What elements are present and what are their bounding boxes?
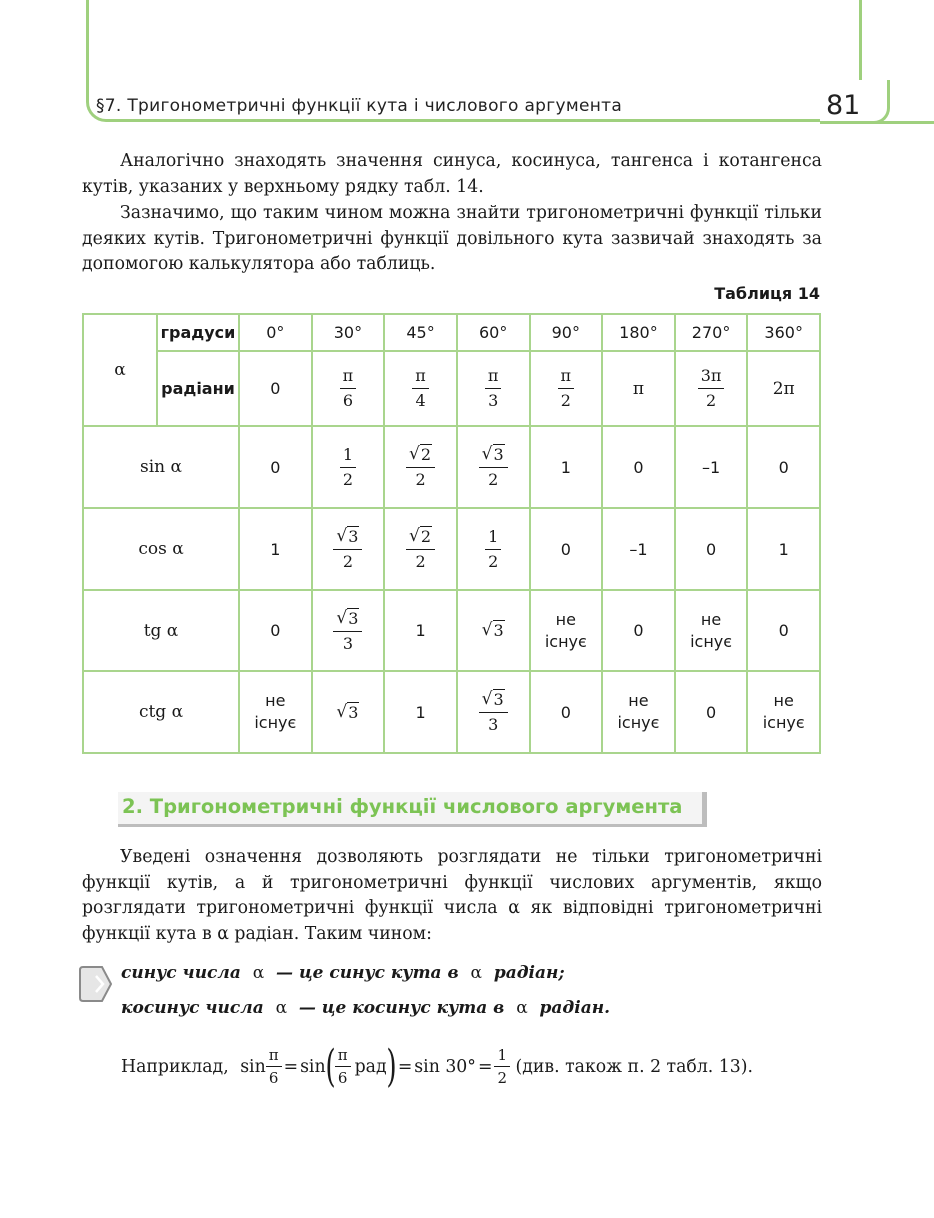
degree-cell: 360°: [747, 314, 820, 351]
fraction: √ 3 2: [479, 444, 508, 490]
page-edge-line: [862, 121, 934, 124]
value-cell: [312, 671, 385, 753]
sqrt: √ 3: [336, 701, 359, 722]
fraction: $\frac{\pi}{6}$: [340, 366, 357, 411]
degree-cell: 0°: [239, 314, 312, 351]
value-cell: не існує: [530, 590, 603, 671]
value-cell: 0: [530, 508, 603, 590]
value-cell: [384, 508, 457, 590]
fraction: $\frac{\pi}{4}$: [412, 366, 429, 411]
sqrt: √ 3: [336, 526, 359, 546]
fraction: √ 3 3: [333, 608, 362, 654]
value-cell: 0: [602, 426, 675, 508]
value-cell: 0: [747, 590, 820, 671]
sqrt: √ 3: [336, 607, 359, 628]
value-cell: не існує: [747, 671, 820, 753]
fraction: $\frac{1}{2}$: [340, 445, 356, 490]
value-cell: 0: [239, 590, 312, 671]
radian-cell: 0: [239, 351, 312, 426]
fraction: √ 3 2: [333, 526, 362, 572]
row-label-cos: cos α: [83, 508, 239, 590]
table-row-degrees: [83, 314, 820, 351]
table-row-radians: [83, 351, 820, 426]
table-caption: Таблиця 14: [714, 284, 820, 303]
row-label-tg: tg α: [83, 590, 239, 671]
section-heading: 2. Тригонометричні функції числового аргумента: [122, 795, 683, 818]
fraction: $\frac{1}{2}$: [485, 527, 501, 572]
radian-cell: π: [602, 351, 675, 426]
degree-cell: 90°: [530, 314, 603, 351]
fraction: $\frac{\pi}{6}$: [335, 1046, 351, 1087]
row-label-sin: sin α: [83, 426, 239, 508]
value-cell: [457, 590, 530, 671]
fraction: √ 2 2: [406, 444, 435, 490]
radians-label: радіани: [157, 351, 239, 426]
trig-values-table: [82, 313, 821, 754]
page-number: 81: [826, 90, 861, 121]
paragraph-3: Уведені означення дозволяють розглядати не тільки тригонометричні функції кутів, а й тригонометричні функції числових аргументів, якщо розглядати тригонометричні функції числа α як відповідні тригонометричні функції кута в α радіан. Таким чином:: [82, 847, 822, 944]
running-header: §7. Тригонометричні функції кута і числового аргумента: [96, 96, 623, 116]
degree-cell: 30°: [312, 314, 385, 351]
radian-cell: [530, 351, 603, 426]
value-cell: –1: [675, 426, 748, 508]
radian-cell: [457, 351, 530, 426]
sqrt: √ 3: [481, 620, 504, 640]
table-row-sin: [83, 426, 820, 508]
paragraph-1: Аналогічно знаходять значення синуса, косинуса, тангенса і котангенса кутів, указаних у верхньому рядку табл. 14.: [82, 151, 822, 197]
fraction: $\frac{3\pi}{2}$: [698, 366, 725, 411]
value-cell: [457, 426, 530, 508]
fraction: $\frac{\pi}{3}$: [485, 366, 502, 411]
fraction: √ 3 3: [479, 689, 508, 735]
value-cell: 1: [530, 426, 603, 508]
radian-cell: [312, 351, 385, 426]
value-cell: [457, 508, 530, 590]
table-row-ctg: [83, 671, 820, 753]
degree-cell: 45°: [384, 314, 457, 351]
degree-cell: 180°: [602, 314, 675, 351]
alpha-header: α: [83, 314, 157, 426]
degrees-label: градуси: [157, 314, 239, 351]
sqrt: √ 3: [481, 689, 504, 709]
left-paren: (: [325, 1040, 336, 1092]
sqrt: √ 2: [409, 526, 432, 546]
table-row-tg: [83, 590, 820, 671]
value-cell: 1: [747, 508, 820, 590]
value-cell: не існує: [602, 671, 675, 753]
degree-cell: 60°: [457, 314, 530, 351]
right-paren: ): [386, 1040, 397, 1092]
value-cell: 0: [239, 426, 312, 508]
radian-cell: [675, 351, 748, 426]
value-cell: [457, 671, 530, 753]
fraction: $\frac{\pi}{2}$: [558, 366, 575, 411]
value-cell: 1: [384, 590, 457, 671]
value-cell: 1: [239, 508, 312, 590]
value-cell: не існує: [239, 671, 312, 753]
value-cell: [312, 426, 385, 508]
section-heading-box: [118, 792, 707, 827]
value-cell: 0: [675, 671, 748, 753]
paragraph-2: Зазначимо, що таким чином можна знайти тригонометричні функції тільки деяких кутів. Тригонометричні функції довільного кута зазвичай знаходять за допомогою калькулятора або таблиць.: [82, 203, 822, 274]
value-cell: 0: [530, 671, 603, 753]
value-cell: 1: [384, 671, 457, 753]
value-cell: [384, 426, 457, 508]
fraction: $\frac{1}{2}$: [494, 1046, 510, 1087]
value-cell: 0: [747, 426, 820, 508]
value-cell: 0: [675, 508, 748, 590]
value-cell: [312, 508, 385, 590]
value-cell: [312, 590, 385, 671]
degree-cell: 270°: [675, 314, 748, 351]
definition-marker-icon: [78, 966, 112, 1002]
row-label-ctg: ctg α: [83, 671, 239, 753]
sqrt: √ 3: [481, 444, 504, 464]
radian-cell: [384, 351, 457, 426]
fraction: √ 2 2: [406, 526, 435, 572]
sqrt: √ 2: [409, 444, 432, 464]
fraction: $\frac{\pi}{6}$: [266, 1046, 282, 1087]
definition-sin: синус числа α — це синус кута в α радіан;: [121, 963, 565, 983]
radian-cell: 2π: [747, 351, 820, 426]
definition-cos: косинус числа α — це косинус кута в α радіан.: [121, 998, 611, 1018]
value-cell: не існує: [675, 590, 748, 671]
value-cell: –1: [602, 508, 675, 590]
example-formula: Наприклад, sin $\frac{\pi}{6}$ = sin ( $\frac{\pi}{6}$ рад ) = sin 30° = $\frac{1}{2}$ (див. також п. 2 табл. 13).: [121, 1040, 754, 1092]
value-cell: 0: [602, 590, 675, 671]
table-row-cos: [83, 508, 820, 590]
